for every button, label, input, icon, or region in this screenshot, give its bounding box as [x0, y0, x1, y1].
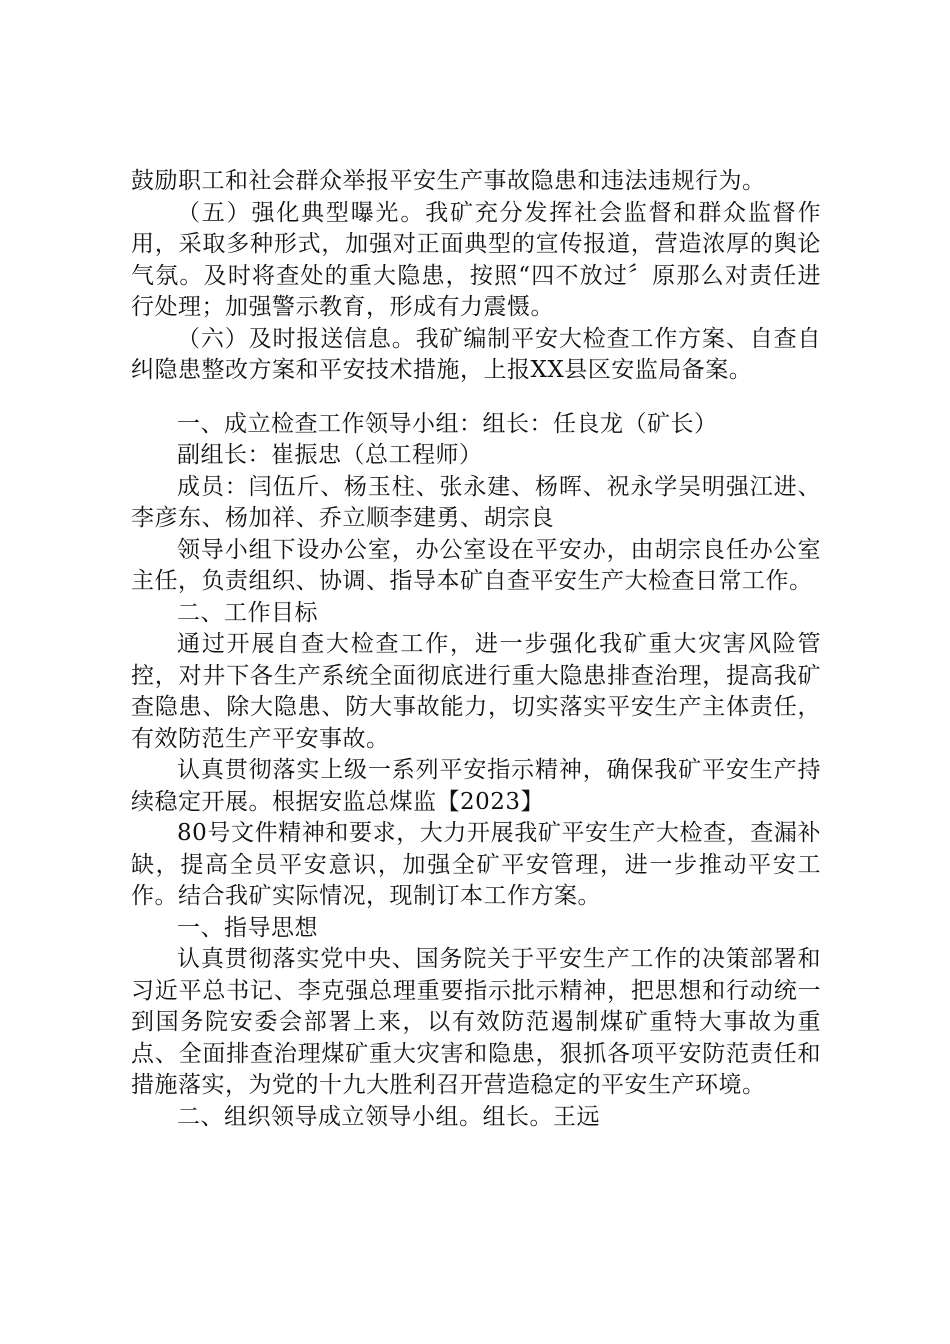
paragraph-1: 鼓励职工和社会群众举报平安生产事故隐患和违法违规行为。 [131, 168, 766, 194]
paragraph-8: 二、工作目标 [177, 599, 318, 626]
paragraph-2: （五）强化典型曝光。我矿充分发挥社会监督和群众监督作用，采取多种形式，加强对正面典型的宣传报道，营造浓厚的舆论气氛。及时将查处的重大隐患，按照“四不放过〞原那么对责任进行处理；加强警示教育，形成有力震慑。 [131, 199, 821, 320]
paragraph-3: （六）及时报送信息。我矿编制平安大检查工作方案、自查自纠隐患整改方案和平安技术措施，上报XX县区安监局备案。 [131, 325, 821, 383]
document-body [131, 166, 821, 1133]
paragraph-13: 认真贯彻落实党中央、国务院关于平安生产工作的决策部署和习近平总书记、李克强总理重要指示批示精神，把思想和行动统一到国务院安委会部署上来，以有效防范遏制煤矿重特大事故为重点、全面排查治理煤矿重大灾害和隐患，狠抓各项平安防范责任和措施落实，为党的十九大胜利召开营造稳定的平安生产环境。 [131, 946, 821, 1098]
paragraph-14: 二、组织领导成立领导小组。组长。王远 [177, 1103, 600, 1130]
paragraph-9: 通过开展自查大检查工作，进一步强化我矿重大灾害风险管控，对井下各生产系统全面彻底进行重大隐患排查治理，提高我矿查隐患、除大隐患、防大事故能力，切实落实平安生产主体责任，有效防范生产平安事故。 [131, 631, 821, 752]
paragraph-10: 认真贯彻落实上级一系列平安指示精神，确保我矿平安生产持续稳定开展。根据安监总煤监【2023】 [131, 757, 821, 815]
paragraph-7: 领导小组下设办公室，办公室设在平安办，由胡宗良任办公室主任，负责组织、协调、指导本矿自查平安生产大检查日常工作。 [131, 536, 821, 594]
paragraph-12: 一、指导思想 [177, 914, 318, 941]
paragraph-11: 80号文件精神和要求，大力开展我矿平安生产大检查，查漏补缺，提高全员平安意识，加强全矿平安管理，进一步推动平安工作。结合我矿实际情况，现制订本工作方案。 [131, 820, 821, 909]
paragraph-5: 副组长：崔振忠（总工程师） [177, 442, 483, 468]
paragraph-4: 一、成立检查工作领导小组：组长：任良龙（矿长） [177, 410, 718, 437]
paragraph-6: 成员：闫伍斤、杨玉柱、张永建、杨晖、祝永学吴明强江进、李彦东、杨加祥、乔立顺李建勇、胡宗良 [131, 473, 821, 531]
